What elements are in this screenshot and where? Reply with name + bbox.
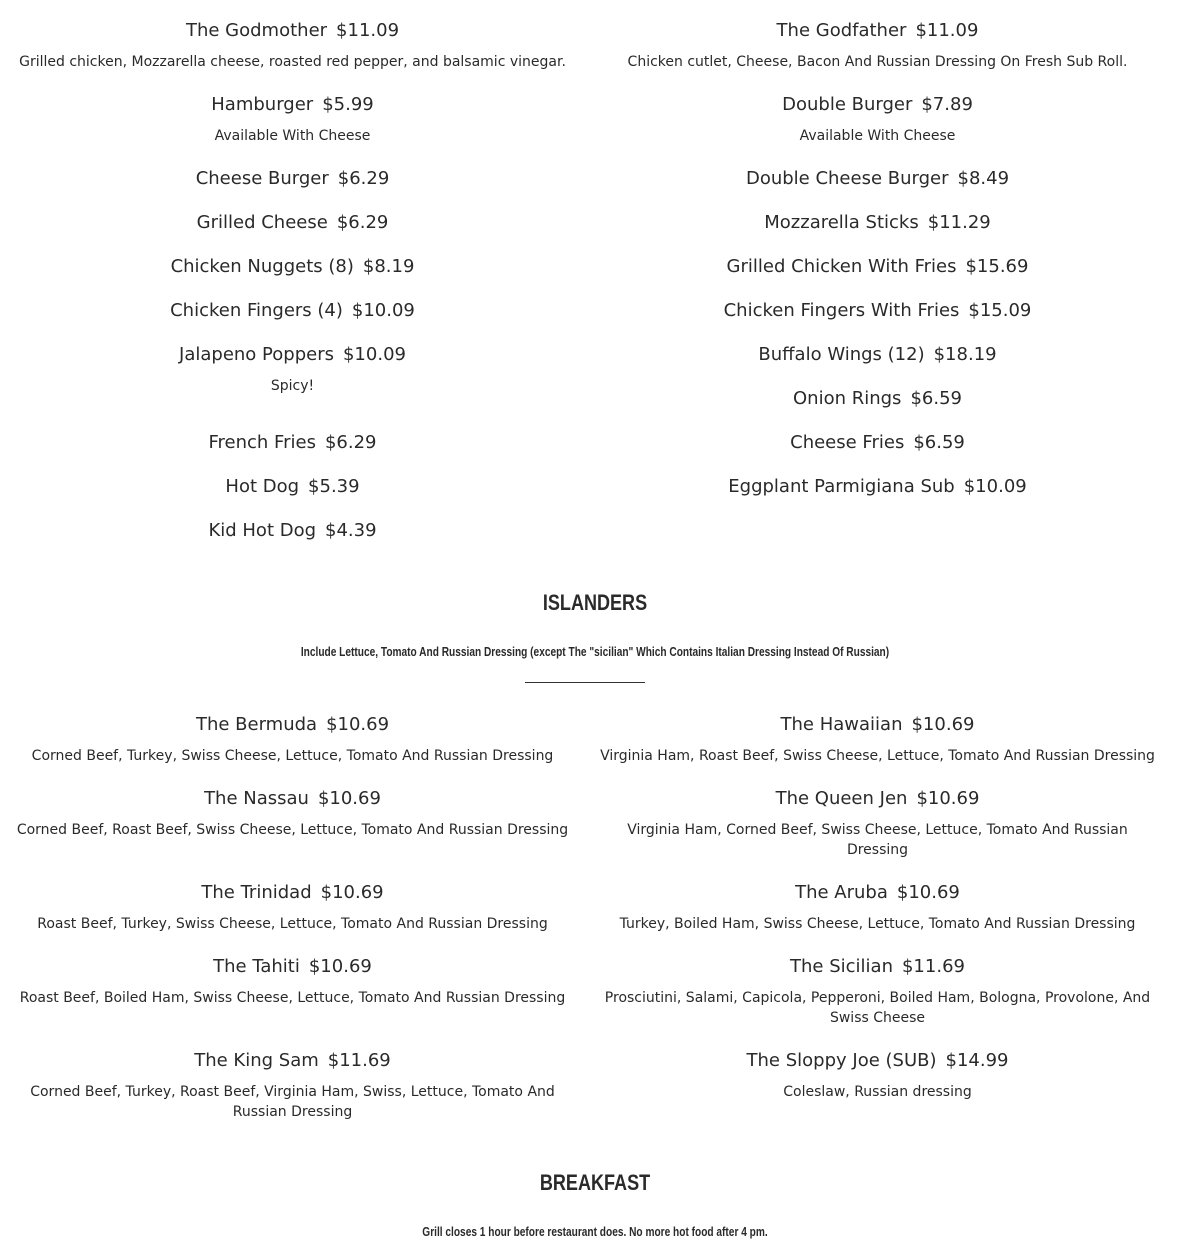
item-description: Corned Beef, Turkey, Roast Beef, Virginia Ham, Swiss, Lettuce, Tomato And Russian Dressing <box>30 1084 555 1120</box>
item-price: $10.09 <box>963 476 1027 497</box>
item-price: $11.69 <box>327 1050 391 1071</box>
menu-item <box>585 476 1170 498</box>
item-description: Corned Beef, Roast Beef, Swiss Cheese, Lettuce, Tomato And Russian Dressing <box>16 822 569 838</box>
item-name: Grilled Cheese <box>196 212 328 233</box>
item-name: The King Sam <box>194 1050 319 1071</box>
section-subtitle-islanders: Include Lettuce, Tomato And Russian Dressing (except The "sicilian" Which Contains Italian Dressing Instead Of Russian) <box>300 644 890 659</box>
menu-item <box>0 212 585 234</box>
item-name: Double Cheese Burger <box>745 168 949 189</box>
item-name: The Sicilian <box>790 956 893 977</box>
item-price: $10.09 <box>351 300 415 321</box>
menu-item-title <box>0 476 585 498</box>
item-name: Mozzarella Sticks <box>764 212 919 233</box>
item-description: Roast Beef, Boiled Ham, Swiss Cheese, Lettuce, Tomato And Russian Dressing <box>19 990 566 1006</box>
item-name: Chicken Nuggets (8) <box>170 256 354 277</box>
menu-item <box>0 20 585 72</box>
item-price: $8.19 <box>362 256 415 277</box>
menu-item-title <box>0 94 585 116</box>
menu-item <box>0 1050 585 1122</box>
menu-item <box>585 94 1170 146</box>
menu-item <box>0 300 585 322</box>
menu-item <box>0 476 585 498</box>
menu-item-title <box>0 714 585 736</box>
item-description: Available With Cheese <box>214 128 371 144</box>
item-price: $6.59 <box>913 432 965 453</box>
item-price: $7.89 <box>921 94 973 115</box>
item-description: Roast Beef, Turkey, Swiss Cheese, Lettuce, Tomato And Russian Dressing <box>37 916 548 932</box>
menu-item <box>0 882 585 934</box>
menu-item-title <box>0 432 585 454</box>
menu-item-title <box>585 476 1170 498</box>
item-price: $6.29 <box>324 432 377 453</box>
item-price: $14.99 <box>945 1050 1009 1071</box>
item-name: The Nassau <box>204 788 309 809</box>
menu-item-title <box>585 256 1170 278</box>
item-name: Grilled Chicken With Fries <box>726 256 957 277</box>
item-price: $10.69 <box>896 882 960 903</box>
menu-item-title <box>0 882 585 904</box>
item-price: $11.69 <box>901 956 965 977</box>
item-name: Chicken Fingers (4) <box>170 300 343 321</box>
menu-item <box>0 714 585 766</box>
item-name: The Sloppy Joe (SUB) <box>746 1050 937 1071</box>
menu-item <box>585 956 1170 1028</box>
section-divider <box>525 682 645 683</box>
menu-item-title <box>585 94 1170 116</box>
item-name: The Godmother <box>185 20 328 41</box>
item-name: Hot Dog <box>225 476 300 497</box>
menu-item <box>0 168 585 190</box>
item-price: $15.09 <box>968 300 1032 321</box>
item-price: $10.69 <box>317 788 381 809</box>
menu-item-title <box>0 212 585 234</box>
item-description: Grilled chicken, Mozzarella cheese, roasted red pepper, and balsamic vinegar. <box>19 54 566 70</box>
item-price: $10.69 <box>326 714 390 735</box>
menu-item-title <box>0 520 585 542</box>
menu-item-title <box>585 388 1170 410</box>
section-title-islanders: ISLANDERS <box>542 590 648 615</box>
menu-item-title <box>0 300 585 322</box>
item-name: Kid Hot Dog <box>208 520 317 541</box>
item-description: Virginia Ham, Roast Beef, Swiss Cheese, Lettuce, Tomato And Russian Dressing <box>600 748 1155 764</box>
menu-item <box>585 256 1170 278</box>
menu-item <box>585 388 1170 410</box>
item-price: $10.09 <box>342 344 406 365</box>
item-name: Buffalo Wings (12) <box>758 344 925 365</box>
menu-item <box>585 212 1170 234</box>
menu-item <box>0 520 585 542</box>
menu-item <box>585 432 1170 454</box>
item-description: Turkey, Boiled Ham, Swiss Cheese, Lettuce, Tomato And Russian Dressing <box>619 916 1136 932</box>
item-price: $10.69 <box>916 788 980 809</box>
item-price: $11.09 <box>336 20 400 41</box>
section-subtitle-breakfast: Grill closes 1 hour before restaurant does. No more hot food after 4 pm. <box>422 1224 768 1239</box>
item-name: The Aruba <box>795 882 888 903</box>
menu-item-title <box>585 432 1170 454</box>
item-name: The Tahiti <box>213 956 300 977</box>
item-price: $11.29 <box>927 212 991 233</box>
item-name: Cheese Fries <box>790 432 905 453</box>
menu-item-title <box>0 168 585 190</box>
item-name: The Hawaiian <box>780 714 903 735</box>
item-name: Double Burger <box>782 94 913 115</box>
item-price: $5.39 <box>308 476 360 497</box>
item-price: $4.39 <box>325 520 377 541</box>
menu-item <box>585 168 1170 190</box>
menu-item <box>585 1050 1170 1102</box>
menu-item-title <box>585 20 1170 42</box>
item-price: $10.69 <box>911 714 975 735</box>
menu-item-title <box>0 1050 585 1072</box>
item-description: Corned Beef, Turkey, Swiss Cheese, Lettuce, Tomato And Russian Dressing <box>31 748 554 764</box>
menu-item <box>0 256 585 278</box>
menu-item <box>585 20 1170 72</box>
item-name: Hamburger <box>211 94 314 115</box>
item-name: The Trinidad <box>201 882 312 903</box>
item-name: Jalapeno Poppers <box>179 344 334 365</box>
menu-item-title <box>585 1050 1170 1072</box>
menu-item-title <box>0 256 585 278</box>
menu-item-title <box>585 788 1170 810</box>
item-price: $10.69 <box>320 882 384 903</box>
item-price: $6.29 <box>337 168 390 189</box>
menu-item <box>0 344 585 396</box>
item-price: $6.59 <box>910 388 962 409</box>
item-name: The Queen Jen <box>775 788 908 809</box>
item-description: Spicy! <box>270 378 315 394</box>
item-description: Available With Cheese <box>799 128 956 144</box>
item-price: $8.49 <box>957 168 1010 189</box>
menu-item-title <box>0 956 585 978</box>
menu-item <box>0 94 585 146</box>
item-price: $18.19 <box>933 344 997 365</box>
item-name: Eggplant Parmigiana Sub <box>728 476 955 497</box>
menu-item <box>0 956 585 1008</box>
menu-item-title <box>585 300 1170 322</box>
menu-item <box>585 714 1170 766</box>
menu-item-title <box>585 882 1170 904</box>
item-price: $15.69 <box>965 256 1029 277</box>
menu-item <box>0 432 585 454</box>
menu-item-title <box>585 168 1170 190</box>
item-name: Chicken Fingers With Fries <box>723 300 960 321</box>
menu-item-title <box>585 212 1170 234</box>
section-title-breakfast: BREAKFAST <box>539 1170 651 1195</box>
menu-item-title <box>0 344 585 366</box>
menu-item-title <box>585 956 1170 978</box>
menu-item-title <box>0 20 585 42</box>
item-price: $5.99 <box>322 94 374 115</box>
item-name: Onion Rings <box>793 388 902 409</box>
item-name: The Godfather <box>776 20 907 41</box>
menu-item <box>585 344 1170 366</box>
menu-item-title <box>0 788 585 810</box>
item-price: $10.69 <box>308 956 372 977</box>
item-name: Cheese Burger <box>195 168 329 189</box>
item-description: Prosciutini, Salami, Capicola, Pepperoni, Boiled Ham, Bologna, Provolone, And Swiss Cheese <box>604 990 1151 1026</box>
menu-item <box>585 300 1170 322</box>
item-name: The Bermuda <box>195 714 318 735</box>
menu-item-title <box>585 344 1170 366</box>
item-description: Chicken cutlet, Cheese, Bacon And Russian Dressing On Fresh Sub Roll. <box>627 54 1128 70</box>
menu-item-title <box>585 714 1170 736</box>
item-price: $11.09 <box>915 20 979 41</box>
menu-item <box>585 882 1170 934</box>
item-name: French Fries <box>208 432 316 453</box>
item-price: $6.29 <box>336 212 389 233</box>
item-description: Virginia Ham, Corned Beef, Swiss Cheese, Lettuce, Tomato And Russian Dressing <box>627 822 1128 858</box>
menu-item <box>585 788 1170 860</box>
menu-item <box>0 788 585 840</box>
item-description: Coleslaw, Russian dressing <box>783 1084 972 1100</box>
